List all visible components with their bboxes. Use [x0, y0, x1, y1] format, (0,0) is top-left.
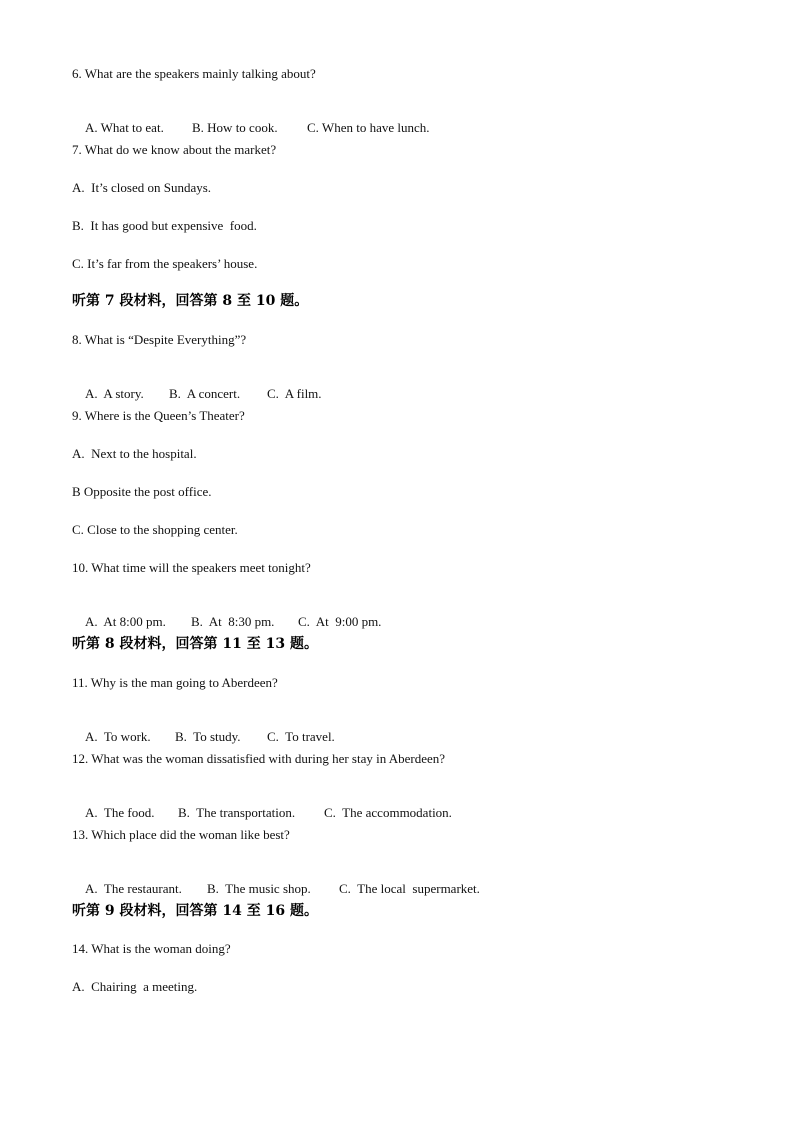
option-b: B. A concert. — [169, 386, 241, 401]
option-c: C. To travel. — [267, 729, 335, 744]
section-heading-9: 听第 9 段材料，回答第 14 至 16 题。 — [72, 903, 318, 919]
option-a: A. The food. — [85, 805, 155, 820]
section-heading-7: 听第 7 段材料，回答第 8 至 10 题。 — [72, 293, 309, 309]
option-c: C. At 9:00 pm. — [298, 614, 382, 629]
question-7: 7. What do we know about the market? — [72, 142, 277, 157]
option-b: B. How to cook. — [192, 120, 278, 135]
option-c: C. The local supermarket. — [339, 881, 480, 896]
option-9c: C. Close to the shopping center. — [72, 522, 238, 537]
option-c: C. The accommodation. — [324, 805, 452, 820]
option-a: A. A story. — [85, 386, 144, 401]
option-b: B. To study. — [175, 729, 241, 744]
option-c: C. When to have lunch. — [307, 120, 430, 135]
section-heading-8: 听第 8 段材料，回答第 11 至 13 题。 — [72, 636, 318, 652]
option-9b: B Opposite the post office. — [72, 484, 212, 499]
option-9a: A. Next to the hospital. — [72, 446, 197, 461]
option-7a: A. It’s closed on Sundays. — [72, 180, 212, 195]
question-10: 10. What time will the speakers meet tonight? — [72, 560, 311, 575]
question-11: 11. Why is the man going to Aberdeen? — [72, 675, 278, 690]
option-a: A. What to eat. — [85, 120, 164, 135]
option-a: A. At 8:00 pm. — [85, 614, 166, 629]
option-7c: C. It’s far from the speakers’ house. — [72, 256, 258, 271]
question-9: 9. Where is the Queen’s Theater? — [72, 408, 245, 423]
option-a: A. To work. — [85, 729, 151, 744]
option-14a: A. Chairing a meeting. — [72, 979, 198, 994]
option-b: B. The transportation. — [178, 805, 296, 820]
option-a: A. The restaurant. — [85, 881, 182, 896]
question-12: 12. What was the woman dissatisfied with during her stay in Aberdeen? — [72, 751, 446, 766]
option-b: B. The music shop. — [207, 881, 311, 896]
option-c: C. A film. — [267, 386, 322, 401]
option-b: B. At 8:30 pm. — [191, 614, 275, 629]
question-8: 8. What is “Despite Everything”? — [72, 332, 247, 347]
question-13: 13. Which place did the woman like best? — [72, 827, 290, 842]
option-7b: B. It has good but expensive food. — [72, 218, 257, 233]
question-14: 14. What is the woman doing? — [72, 941, 231, 956]
question-6: 6. What are the speakers mainly talking about? — [72, 66, 316, 81]
